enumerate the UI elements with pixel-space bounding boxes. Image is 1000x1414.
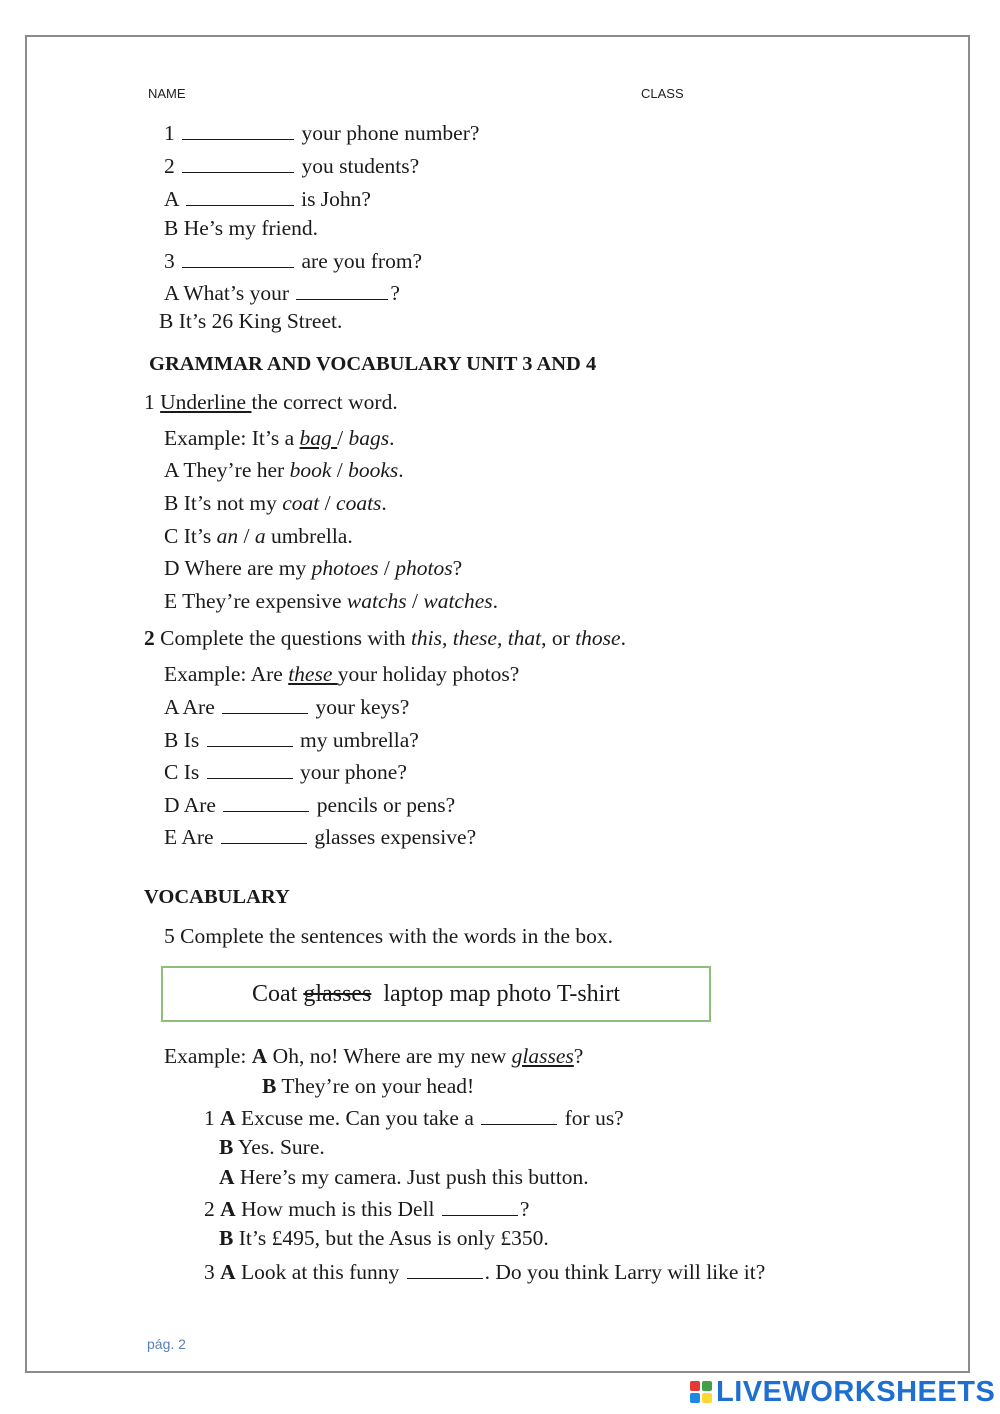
blank-input[interactable]	[296, 281, 388, 300]
exercise-5-example-a: Example: A Oh, no! Where are my new glasses?	[164, 1044, 584, 1068]
blank-input[interactable]	[221, 825, 307, 844]
question-3: 3 are you from?	[164, 249, 423, 273]
question-1: 1 your phone number?	[164, 121, 480, 145]
blank-input[interactable]	[407, 1260, 483, 1279]
exercise-2-example: Example: Are these your holiday photos?	[164, 662, 520, 686]
word-option[interactable]: books	[348, 458, 399, 482]
word-option[interactable]: watchs	[346, 589, 407, 613]
word-option[interactable]: an	[216, 524, 239, 548]
blank-input[interactable]	[182, 121, 294, 140]
dialogue-2-a: 2 A How much is this Dell ?	[204, 1197, 530, 1221]
exercise-1-item: D Where are my photoes / photos?	[164, 556, 463, 580]
word-option[interactable]: photoes	[311, 556, 379, 580]
exercise-1-item: A They’re her book / books.	[164, 458, 404, 482]
exercise-1-item: E They’re expensive watchs / watches.	[164, 589, 499, 613]
exercise-1-example: Example: It’s a bag / bags.	[164, 426, 395, 450]
brand-text: LIVEWORKSHEETS	[716, 1375, 996, 1408]
blank-input[interactable]	[207, 728, 293, 747]
blank-input[interactable]	[442, 1197, 518, 1216]
blank-input[interactable]	[182, 249, 294, 268]
exercise-1-instruction: 1 Underline the correct word.	[144, 390, 398, 414]
exercise-2-item: E Are glasses expensive?	[164, 825, 477, 849]
word-option[interactable]: book	[289, 458, 332, 482]
dialogue-1-a: 1 A Excuse me. Can you take a for us?	[204, 1106, 624, 1130]
word-option[interactable]: a	[254, 524, 266, 548]
blank-input[interactable]	[222, 695, 308, 714]
question-2: 2 you students?	[164, 154, 420, 178]
dialogue-1-b: B Yes. Sure.	[219, 1135, 325, 1159]
answer-b: B He’s my friend.	[164, 216, 319, 240]
blank-input[interactable]	[223, 793, 309, 812]
exercise-1-item: C It’s an / a umbrella.	[164, 524, 353, 548]
exercise-2-item: D Are pencils or pens?	[164, 793, 456, 817]
liveworksheets-logo[interactable]	[690, 1376, 995, 1408]
exercise-2-item: B Is my umbrella?	[164, 728, 419, 752]
page-number: pág. 2	[147, 1336, 186, 1352]
section-title-vocabulary: VOCABULARY	[144, 886, 290, 908]
dialogue-2-b: B It’s £495, but the Asus is only £350.	[219, 1226, 549, 1250]
blank-input[interactable]	[481, 1106, 557, 1125]
word-box: Coat glasses laptop map photo T-shirt	[161, 966, 711, 1022]
brand-icon	[690, 1381, 712, 1403]
word-option[interactable]: photos	[395, 556, 453, 580]
section-title-grammar: GRAMMAR AND VOCABULARY UNIT 3 AND 4	[149, 353, 597, 375]
dialogue-3-a: 3 A Look at this funny . Do you think Larry will like it?	[204, 1260, 766, 1284]
name-label: NAME	[148, 86, 186, 101]
blank-input[interactable]	[207, 760, 293, 779]
exercise-5-instruction: 5 Complete the sentences with the words in the box.	[164, 924, 614, 948]
blank-input[interactable]	[182, 154, 294, 173]
exercise-2-item: A Are your keys?	[164, 695, 410, 719]
exercise-2-instruction: 2 Complete the questions with this, these, that, or those.	[144, 626, 626, 650]
exercise-2-item: C Is your phone?	[164, 760, 407, 784]
class-label: CLASS	[641, 86, 684, 101]
word-option[interactable]: coats	[336, 491, 382, 515]
exercise-5-example-b: B They’re on your head!	[262, 1074, 475, 1098]
question-address: A What’s your ?	[164, 281, 400, 305]
dialogue-1-a2: A Here’s my camera. Just push this button.	[219, 1165, 589, 1189]
blank-input[interactable]	[186, 187, 294, 206]
answer-address: B It’s 26 King Street.	[159, 309, 343, 333]
question-a: A is John?	[164, 187, 371, 211]
word-option[interactable]: watches	[423, 589, 493, 613]
exercise-1-item: B It’s not my coat / coats.	[164, 491, 387, 515]
word-option[interactable]: coat	[282, 491, 320, 515]
